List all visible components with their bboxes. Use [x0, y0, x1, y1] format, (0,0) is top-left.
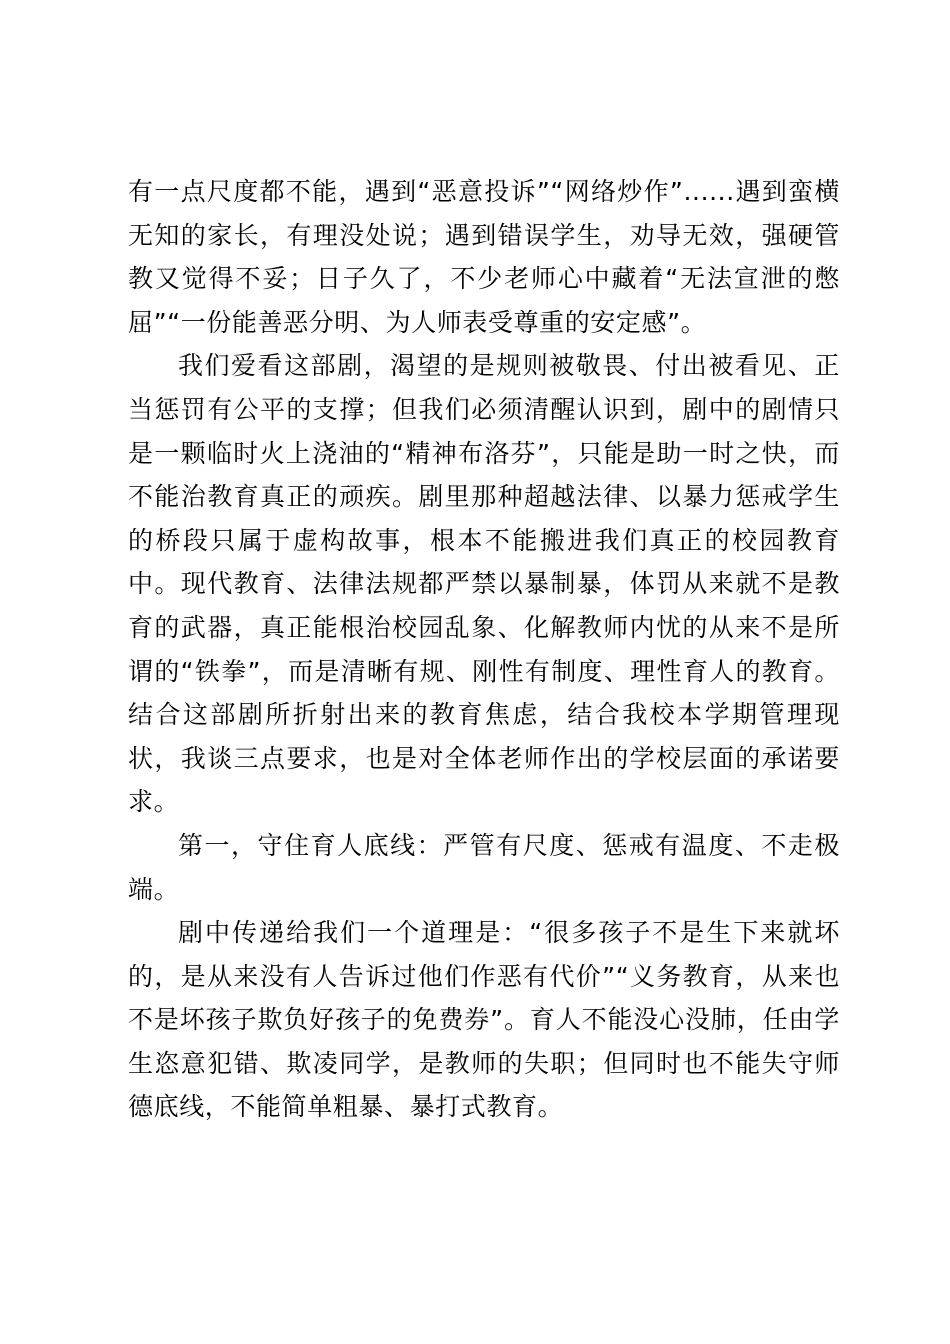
paragraph-first-point-heading: 第一，守住育人底线：严管有尺度、惩戒有温度、不走极端。 [128, 830, 840, 904]
paragraph-first-point-body: 剧中传递给我们一个道理是：“很多孩子不是生下来就坏的，是从来没有人告诉过他们作恶有代价”“义务教育，从来也不是坏孩子欺负好孩子的免费券”。育人不能没心没肺，任由学生恣意犯错、欺凌同学，是教师的失职；但同时也不能失守师德底线，不能简单粗暴、暴打式教育。 [128, 918, 840, 1122]
body-text [128, 170, 840, 1129]
paragraph-drama-reflection: 我们爱看这部剧，渴望的是规则被敬畏、付出被看见、正当惩罚有公平的支撑；但我们必须清醒认识到，剧中的剧情只是一颗临时火上浇油的“精神布洛芬”，只能是助一时之快，而不能治教育真正的顽疾。剧里那种超越法律、以暴力惩戒学生的桥段只属于虚构故事，根本不能搬进我们真正的校园教育中。现代教育、法律法规都严禁以暴制暴，体罚从来就不是教育的武器，真正能根治校园乱象、化解教师内忧的从来不是所谓的“铁拳”，而是清晰有规、刚性有制度、理性育人的教育。结合这部剧所折射出来的教育焦虑，结合我校本学期管理现状，我谈三点要求，也是对全体老师作出的学校层面的承诺要求。 [128, 351, 840, 817]
paragraph-continuation: 有一点尺度都不能，遇到“恶意投诉”“网络炒作”......遇到蛮横无知的家长，有理没处说；遇到错误学生，劝导无效，强硬管教又觉得不妥；日子久了，不少老师心中藏着“无法宣泄的憋屈”“一份能善恶分明、为人师表受尊重的安定感”。 [128, 177, 840, 337]
